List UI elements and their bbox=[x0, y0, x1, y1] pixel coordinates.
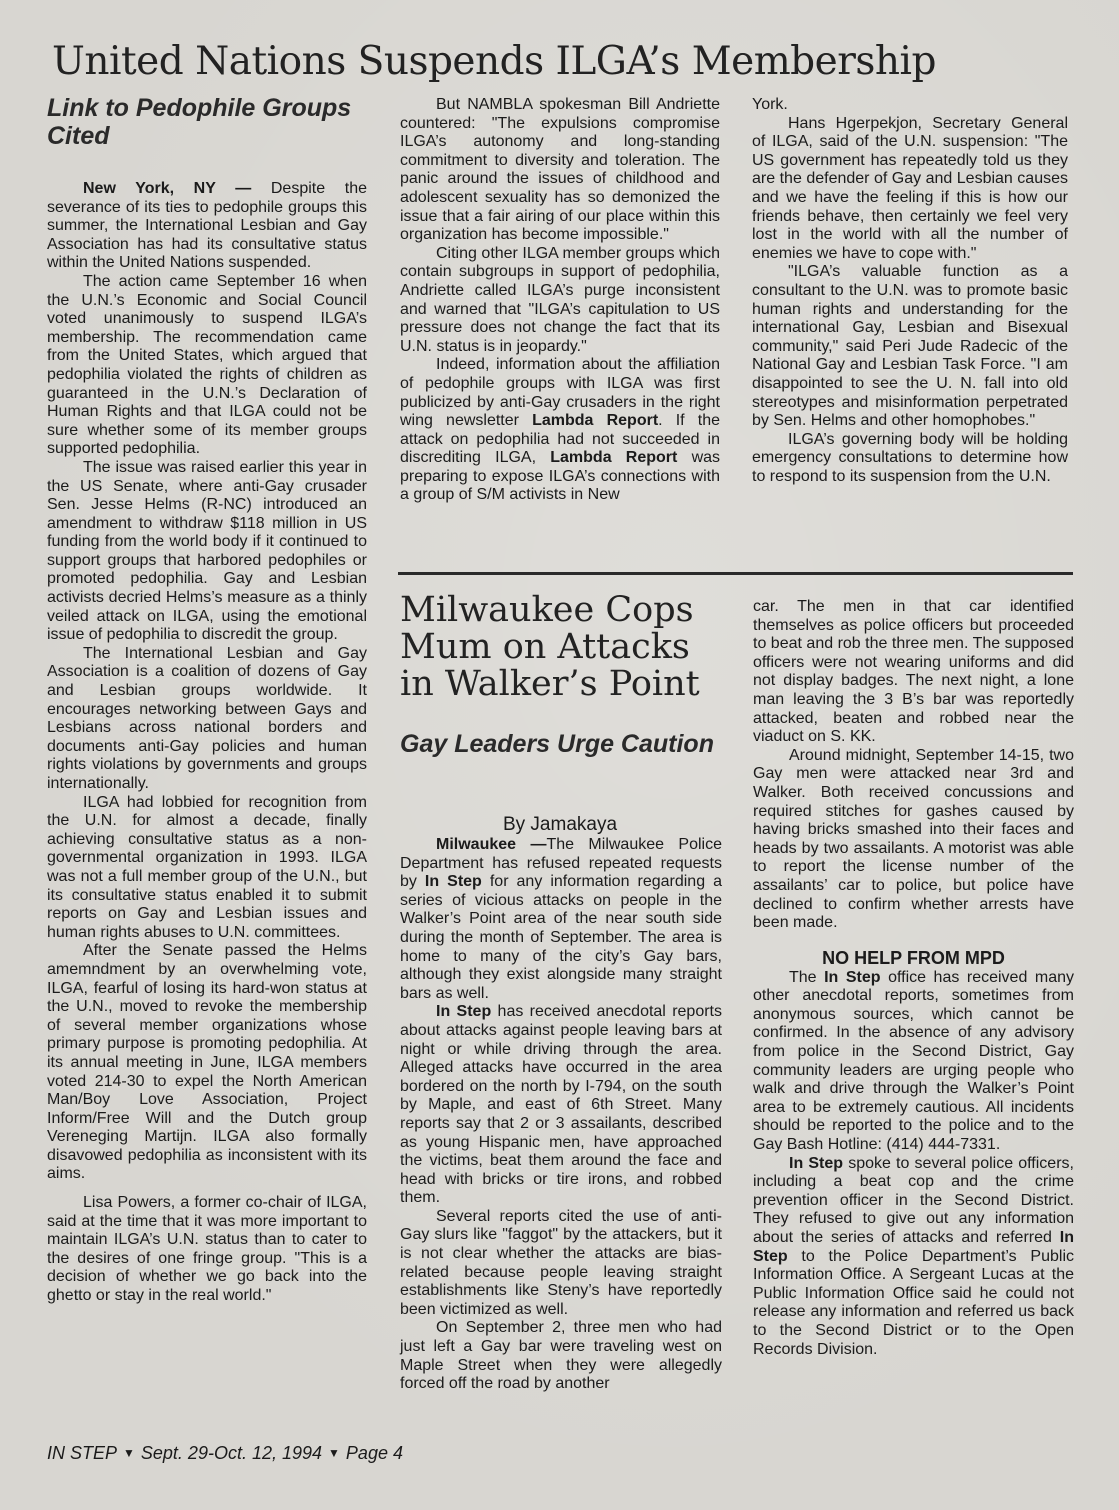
subhead: NO HELP FROM MPD bbox=[822, 947, 1005, 968]
article1-column-3 bbox=[752, 96, 1068, 486]
article-headline: United Nations Suspends ILGA’s Membership bbox=[52, 39, 936, 84]
article1-column-1 bbox=[47, 180, 367, 1306]
article2-paragraph: In Step has received anecdotal reports about attacks against people leaving bars at night or while driving through the area. Alleged attacks have occurred in the area bordered on the north by I-794, on the south by Maple, and east of 6th Street. Many reports say that 2 or 3 assailants, described as young Hispanic men, have approached the victims, beat them around the face and head with bricks or tire irons, and robbed them. bbox=[400, 1003, 722, 1207]
article1-paragraph: Indeed, information about the affiliation of pedophile groups with ILGA was first publicized by anti-Gay crusaders in the right wing newsletter Lambda Report. If the attack on pedophilia had not succeeded in discrediting ILGA, Lambda Report was preparing to expose ILGA’s connections with a group of S/M activists in New bbox=[400, 356, 721, 504]
article1-column-2 bbox=[400, 96, 720, 505]
article1-paragraph: New York, NY — Despite the severance of its ties to pedophile groups this summer, the International Lesbian and Gay Association has had its consultative status within the United Nations suspended. bbox=[47, 180, 367, 272]
article1-paragraph: York. bbox=[752, 96, 788, 113]
article2-paragraph: Around midnight, September 14-15, two Gay men were attacked near 3rd and Walker. Both received concussions and required stitches for gashes caused by having bricks smashed into their faces and heads by two assailants. A motorist was able to report the license number of the assailants’ car to police, but police have declined to confirm whether arrests have been made. bbox=[753, 746, 1074, 932]
article1-paragraph: Lisa Powers, a former co-chair of ILGA, said at the time that it was more important to maintain ILGA’s U.N. status than to cater to the desires of one fringe group. "This is a decision of whether we go back into the ghetto or stay in the real world." bbox=[47, 1194, 367, 1305]
publication-name: In Step bbox=[789, 1154, 844, 1172]
newsletter-name: Lambda Report bbox=[550, 449, 678, 467]
publication-name: In Step bbox=[753, 1229, 1074, 1265]
article1-paragraph: ILGA had lobbied for recognition from the U.N. for almost a decade, finally achieving consultative status as a non-governmental organization in 1993. ILGA was not a full member group of the U.N., but its consultative status enabled it to submit reports on Gay and Lesbian issues and human rights abuses to U.N. committees. bbox=[47, 793, 367, 941]
section-divider bbox=[398, 572, 1073, 575]
article2-paragraph: car. The men in that car identified themselves as police officers but proceeded to beat and rob the three men. The supposed officers were not wearing uniforms and did not display badges. The next night, a lone man leaving the 3 B’s bar was reportedly attacked, beaten and robbed near the viaduct on S. KK. bbox=[753, 598, 1074, 746]
article2-paragraph: On September 2, three men who had just left a Gay bar were traveling west on Maple Street when they were allegedly forced off the road by another bbox=[400, 1319, 722, 1393]
article1-paragraph: Hans Hgerpekjon, Secretary General of ILGA, said of the U.N. suspension: "The US government has repeatedly told us they are the defender of Gay and Lesbian causes and we have the feeling if this is how our friends behave, then certainly we feel very lost in the world with all the number of enemies we have to cope with." bbox=[752, 114, 1068, 262]
publication-name: In Step bbox=[824, 968, 881, 986]
dateline: Milwaukee — bbox=[436, 836, 547, 853]
article2-column-2 bbox=[753, 598, 1074, 1359]
publication-name: In Step bbox=[424, 873, 482, 891]
article1-paragraph: After the Senate passed the Helms amemndment by an overwhelming vote, ILGA, fearful of losing its hard-won status at the U.N., moved to revoke the membership of several member organizations whose primary purpose is promoting pedophilia. At its annual meeting in June, ILGA members voted 214-30 to expel the North American Man/Boy Love Association, Project Inform/Free Will and the Dutch group Vereneging Martijn. ILGA also formally disavowed pedophilia as inconsistent with its aims. bbox=[47, 942, 367, 1183]
article1-paragraph: The action came September 16 when the U.N.’s Economic and Social Council voted unanimously to suspend ILGA’s membership. The recommendation came from the United States, which argued that pedophilia violated the rights of children as guaranteed in the U.N.’s Declaration of Human Rights and that ILGA could not be sure whether some of its member groups supported pedophilia. bbox=[47, 272, 367, 458]
article2-column-1 bbox=[400, 836, 722, 1394]
byline: By Jamakaya bbox=[502, 814, 618, 835]
newsletter-name: Lambda Report bbox=[532, 412, 659, 430]
article-deck: Link to Pedophile Groups Cited bbox=[47, 94, 352, 150]
article1-paragraph: The International Lesbian and Gay Association is a coalition of dozens of Gay and Lesbian groups worldwide. It encourages networking between Gays and Lesbians across national borders and documents anti-Gay policies and human rights violations by governments and groups internationally. bbox=[47, 644, 367, 792]
article1-paragraph: But NAMBLA spokesman Bill Andriette countered: "The expulsions compromise ILGA’s autonomy and long-standing commitment to diversity and toleration. The panic around the issues of childhood and adolescent sexuality has so demonized the issue that a fair airing of our place within this organization has become impossible." bbox=[400, 96, 720, 244]
triangle-separator-icon: ▼ bbox=[328, 1446, 340, 1460]
footer-page-number: Page 4 bbox=[345, 1443, 403, 1463]
article2-deck: Gay Leaders Urge Caution bbox=[400, 730, 714, 758]
article2-paragraph: Several reports cited the use of anti-Gay slurs like "faggot" by the attackers, but it is not clear whether the attacks are bias- related because people leaving straight establishments like Steny’s have reportedly been victimized as well. bbox=[400, 1207, 722, 1318]
article1-paragraph: ILGA’s governing body will be holding emergency consultations to determine how to respond to its suspension from the U.N. bbox=[752, 430, 1068, 485]
dateline: New York, NY — bbox=[83, 180, 252, 197]
article2-paragraph: Milwaukee —The Milwaukee Police Department has refused repeated requests by In Step for any information regarding a series of vicious attacks on people in the Walker’s Point area of the near south side during the month of September. The area is home to many of the city’s Gay bars, although they exist alongside many straight bars as well. bbox=[400, 836, 723, 1002]
publication-name: In Step bbox=[436, 1003, 492, 1021]
article2-paragraph: In Step spoke to several police officers, including a beat cop and the crime prevention officer in the Second District. They refused to give out any information about the series of attacks and referred In Step to the Police Department’s Public Information Office. A Sergeant Lucas at the Public Information Office said he could not release any information and referred us back to the Second District or to the Open Records Division. bbox=[753, 1154, 1074, 1358]
article1-paragraph: The issue was raised earlier this year in the US Senate, where anti-Gay crusader Sen. Jesse Helms (R-NC) introduced an amendment to withdraw $118 million in US funding from the world body if it continued to support groups that harbored pedophiles or promoted pedophilia. Gay and Lesbian activists decried Helms’s measure as a thinly veiled attack on ILGA, using the emotional issue of pedophilia to discredit the group. bbox=[47, 458, 367, 644]
article2-paragraph: The In Step office has received many other anecdotal reports, sometimes from anonymous sources, which cannot be confirmed. In the absence of any advisory from police in the Second District, Gay community leaders are urging people who walk and drive through the Walker’s Point area to be extremely cautious. All incidents should be reported to the police and to the Gay Bash Hotline: (414) 444-7331. bbox=[753, 968, 1074, 1154]
triangle-separator-icon: ▼ bbox=[123, 1446, 135, 1460]
article1-paragraph: Citing other ILGA member groups which contain subgroups in support of pedophilia, Andriette called ILGA’s purge inconsistent and warned that "ILGA’s capitulation to US pressure does not change the fact that its U.N. status is in jeopardy." bbox=[400, 244, 720, 355]
page-footer bbox=[47, 1442, 403, 1464]
footer-publication: IN STEP bbox=[47, 1443, 118, 1463]
article2-headline: Milwaukee Cops Mum on Attacks in Walker’s Point bbox=[400, 590, 700, 704]
footer-date: Sept. 29-Oct. 12, 1994 bbox=[140, 1443, 323, 1463]
article1-paragraph: "ILGA’s valuable function as a consultant to the U.N. was to promote basic human rights and understanding for the international Gay, Lesbian and Bisexual community," said Peri Jude Radecic of the National Gay and Lesbian Task Force. "I am disappointed to see the U. N. fall into old stereotypes and misinformation perpetrated by Sen. Helms and other homophobes." bbox=[752, 263, 1068, 430]
